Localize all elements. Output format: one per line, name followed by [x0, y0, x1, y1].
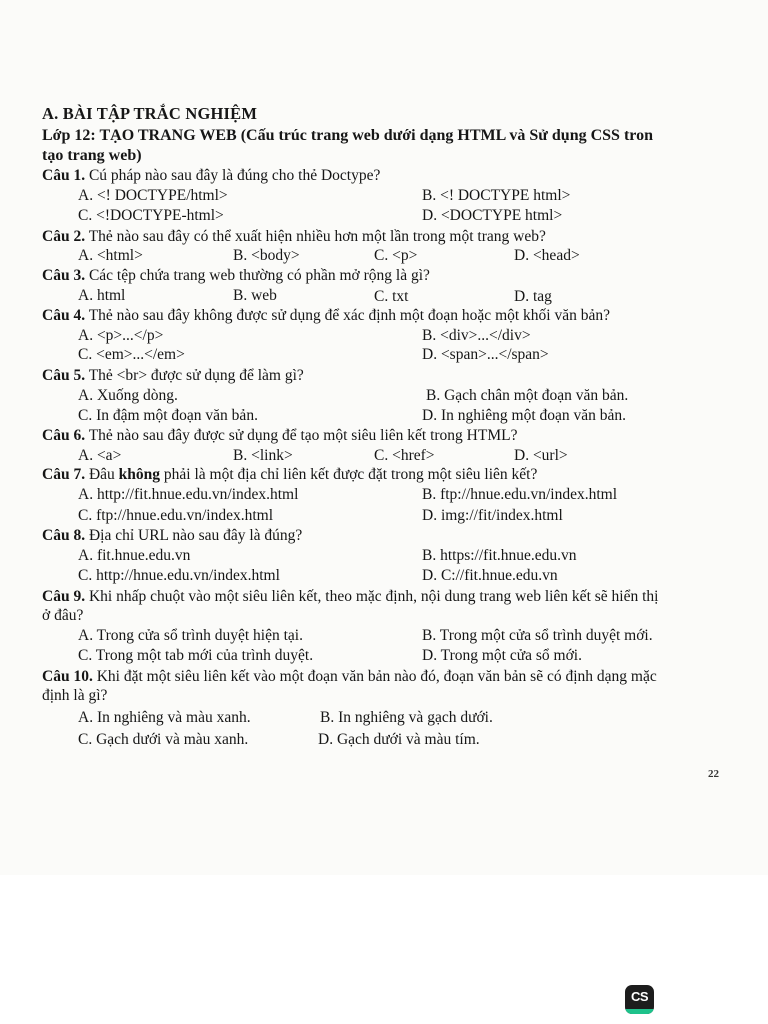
option-10d: D. Gạch dưới và màu tím.: [318, 731, 480, 748]
logo-accent-bar: [625, 1009, 654, 1014]
option-3b: B. web: [233, 287, 277, 304]
option-1a: A. <! DOCTYPE/html>: [78, 187, 228, 204]
question-10: [42, 667, 657, 687]
option-6b: B. <link>: [233, 447, 293, 464]
question-text: Các tệp chứa trang web thường có phần mở rộng là gì?: [88, 267, 430, 284]
option-5d: D. In nghiêng một đoạn văn bản.: [422, 407, 627, 424]
option-8c: C. http://hnue.edu.vn/index.html: [78, 567, 280, 584]
question-5: [42, 366, 304, 386]
option-4d: D. <span>...</span>: [422, 346, 549, 363]
option-7a: A. http://fit.hnue.edu.vn/index.html: [78, 486, 299, 503]
question-9: [42, 587, 658, 607]
unit-title-line2: tạo trang web): [42, 147, 142, 164]
option-8b: B. https://fit.hnue.edu.vn: [422, 547, 577, 564]
option-9c: C. Trong một tab mới của trình duyệt.: [78, 647, 314, 664]
unit-title-line1: Lớp 12: TẠO TRANG WEB (Cấu trúc trang web dưới dạng HTML và Sử dụng CSS tron: [42, 127, 653, 144]
question-label: Câu 8.: [42, 527, 86, 544]
option-7b: B. ftp://hnue.edu.vn/index.html: [422, 486, 618, 503]
question-2: [42, 227, 546, 247]
logo-text: CS: [630, 989, 649, 1004]
question-10-continuation: định là gì?: [42, 687, 108, 704]
question-4: [42, 306, 610, 326]
question-text: Thẻ nào sau đây được sử dụng để tạo một siêu liên kết trong HTML?: [88, 427, 518, 444]
question-7: [42, 465, 537, 485]
option-5b: B. Gạch chân một đoạn văn bản.: [426, 387, 629, 404]
option-2b: B. <body>: [233, 247, 300, 264]
option-10b: B. In nghiêng và gạch dưới.: [320, 709, 493, 726]
question-text: Thẻ <br> được sử dụng để làm gì?: [88, 367, 304, 384]
question-label: Câu 7.: [42, 466, 86, 483]
question-3: [42, 266, 430, 286]
question-label: Câu 10.: [42, 668, 93, 685]
page-number: 22: [708, 768, 719, 780]
option-7c: C. ftp://hnue.edu.vn/index.html: [78, 507, 274, 524]
option-9a: A. Trong cửa sổ trình duyệt hiện tại.: [78, 627, 303, 644]
question-1: [42, 166, 380, 186]
question-label: Câu 6.: [42, 427, 86, 444]
option-1c: C. <!DOCTYPE-html>: [78, 207, 224, 224]
question-label: Câu 1.: [42, 167, 86, 184]
question-label: Câu 4.: [42, 307, 86, 324]
option-8a: A. fit.hnue.edu.vn: [78, 547, 191, 564]
question-label: Câu 3.: [42, 267, 86, 284]
question-text-line1: Khi nhấp chuột vào một siêu liên kết, theo mặc định, nội dung trang web liên kết sẽ hiển thị: [88, 588, 659, 605]
option-8d: D. C://fit.hnue.edu.vn: [422, 567, 558, 584]
option-3c: C. txt: [374, 288, 409, 305]
question-label: Câu 5.: [42, 367, 86, 384]
option-4b: B. <div>...</div>: [422, 327, 531, 344]
option-5a: A. Xuống dòng.: [78, 387, 178, 404]
option-2c: C. <p>: [374, 247, 418, 264]
question-text: Địa chỉ URL nào sau đây là đúng?: [88, 527, 303, 544]
question-text: Thẻ nào sau đây có thể xuất hiện nhiều hơn một lần trong một trang web?: [88, 228, 546, 245]
question-text-emphasis: không: [118, 466, 161, 483]
question-8: [42, 526, 302, 546]
camscanner-logo-icon: [625, 985, 654, 1014]
option-4c: C. <em>...</em>: [78, 346, 185, 363]
option-7d: D. img://fit/index.html: [422, 507, 563, 524]
option-5c: C. In đậm một đoạn văn bản.: [78, 407, 258, 424]
question-text-after: phải là một địa chỉ liên kết được đặt trong một siêu liên kết?: [163, 466, 538, 483]
question-6: [42, 426, 517, 446]
question-label: Câu 9.: [42, 588, 86, 605]
option-6c: C. <href>: [374, 447, 435, 464]
option-4a: A. <p>...</p>: [78, 327, 164, 344]
option-6a: A. <a>: [78, 447, 122, 464]
question-text: Thẻ nào sau đây không được sử dụng để xác định một đoạn hoặc một khối văn bản?: [88, 307, 610, 324]
question-text-before: Đâu: [88, 466, 115, 483]
question-text: Cú pháp nào sau đây là đúng cho thẻ Doctype?: [88, 167, 381, 184]
option-9d: D. Trong một cửa sổ mới.: [422, 647, 582, 664]
option-6d: D. <url>: [514, 447, 568, 464]
option-2d: D. <head>: [514, 247, 580, 264]
option-10a: A. In nghiêng và màu xanh.: [78, 709, 251, 726]
option-9b: B. Trong một cửa sổ trình duyệt mới.: [422, 627, 653, 644]
option-1d: D. <DOCTYPE html>: [422, 207, 563, 224]
question-text-line1: Khi đặt một siêu liên kết vào một đoạn văn bản nào đó, đoạn văn bản sẽ có định dạng mặc: [96, 668, 657, 685]
option-10c: C. Gạch dưới và màu xanh.: [78, 731, 249, 748]
option-2a: A. <html>: [78, 247, 143, 264]
section-title: A. BÀI TẬP TRẮC NGHIỆM: [42, 104, 258, 123]
question-label: Câu 2.: [42, 228, 86, 245]
option-3d: D. tag: [514, 288, 552, 305]
question-9-continuation: ở đâu?: [42, 607, 84, 624]
option-1b: B. <! DOCTYPE html>: [422, 187, 571, 204]
option-3a: A. html: [78, 287, 126, 304]
